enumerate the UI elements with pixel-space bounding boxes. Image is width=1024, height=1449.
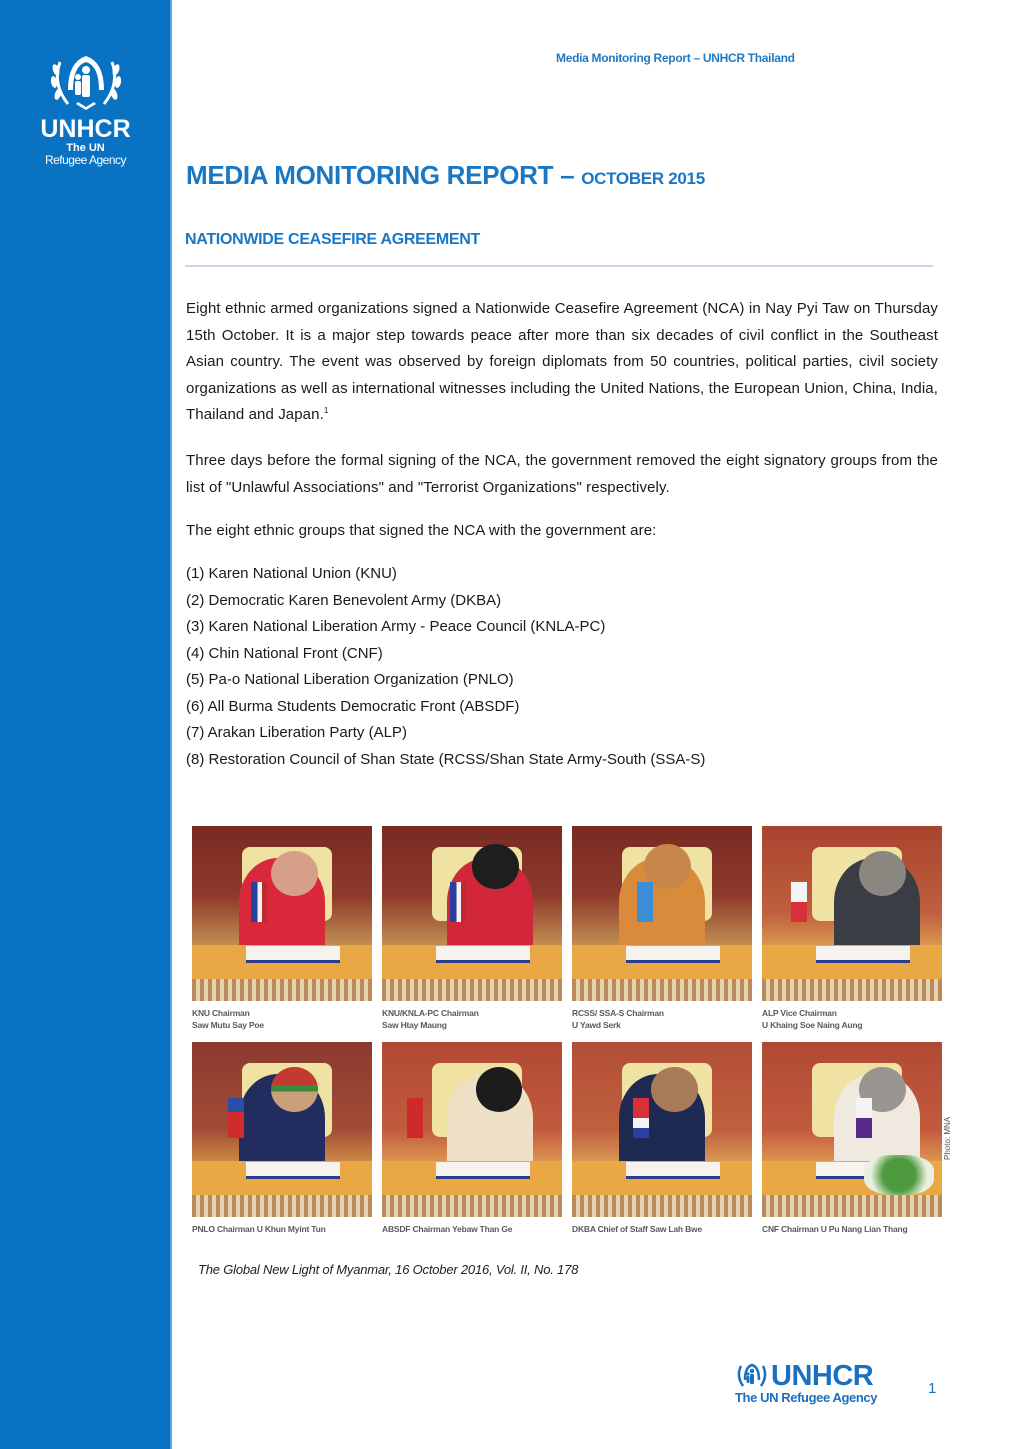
running-header: Media Monitoring Report – UNHCR Thailand	[556, 51, 795, 65]
photo-card	[382, 1042, 562, 1235]
logo-wordmark: UNHCR	[40, 115, 131, 143]
list-item: (1) Karen National Union (KNU)	[186, 565, 397, 582]
signing-photo-grid	[192, 826, 942, 1236]
photo-card	[192, 826, 372, 1031]
footer-tagline: The UN Refugee Agency	[735, 1390, 878, 1405]
unhcr-emblem-icon	[46, 50, 126, 114]
photo-card	[192, 1042, 372, 1235]
photo-credit: Photo: MNA	[943, 1116, 952, 1160]
paragraph-intro-text: Eight ethnic armed organizations signed a Nationwide Ceasefire Agreement (NCA) in Nay Pyi Taw on Thursday 15th October. It is a major step towards peace after more than six decades of civil conflict in the Southeast Asian country. The event was observed by foreign diplomats from 50 countries, political parties, civil society organizations as well as international witnesses including the United Nations, the European Union, China, India, Thailand and Japan.	[186, 300, 938, 423]
photo-caption	[572, 1007, 752, 1031]
section-divider	[185, 265, 933, 267]
photo-card	[382, 826, 562, 1031]
page-title	[186, 160, 705, 191]
signing-photo	[382, 1042, 562, 1217]
photo-caption	[192, 1007, 372, 1031]
list-item: (6) All Burma Students Democratic Front (ABSDF)	[186, 697, 520, 715]
caption-title: PNLO Chairman U Khun Myint Tun	[192, 1224, 326, 1234]
photo-caption	[762, 1007, 942, 1031]
list-item: (8) Restoration Council of Shan State (RCSS/Shan State Army-South (SSA-S)	[186, 750, 706, 768]
photo-card	[572, 826, 752, 1031]
source-citation: The Global New Light of Myanmar, 16 October 2016, Vol. II, No. 178	[198, 1262, 579, 1277]
signing-photo	[192, 826, 372, 1001]
caption-name: Saw Mutu Say Poe	[192, 1020, 264, 1030]
signing-photo	[382, 826, 562, 1001]
caption-title: KNU Chairman	[192, 1008, 250, 1018]
signing-photo	[572, 1042, 752, 1217]
photo-caption	[572, 1223, 752, 1235]
caption-name: U Yawd Serk	[572, 1020, 621, 1030]
list-item: (5) Pa-o National Liberation Organization (PNLO)	[186, 671, 514, 688]
photo-card	[762, 1042, 942, 1235]
photo-caption	[192, 1223, 372, 1235]
caption-name: U Khaing Soe Naing Aung	[762, 1020, 863, 1030]
list-item: (2) Democratic Karen Benevolent Army (DKBA)	[186, 591, 502, 609]
unhcr-emblem-icon	[735, 1362, 769, 1390]
footer-wordmark: UNHCR	[771, 1360, 874, 1392]
caption-title: CNF Chairman U Pu Nang Lian Thang	[762, 1224, 908, 1234]
signing-photo	[192, 1042, 372, 1217]
list-item: (7) Arakan Liberation Party (ALP)	[186, 724, 407, 741]
photo-caption	[382, 1223, 562, 1235]
photo-caption	[762, 1223, 942, 1235]
caption-title: RCSS/ SSA-S Chairman	[572, 1008, 664, 1018]
caption-title: KNU/KNLA-PC Chairman	[382, 1008, 479, 1018]
caption-title: ALP Vice Chairman	[762, 1008, 837, 1018]
list-item: (3) Karen National Liberation Army - Peace Council (KNLA-PC)	[186, 618, 606, 635]
logo-tagline-line2: Refugee Agency	[44, 153, 127, 167]
paragraph-delisting: Three days before the formal signing of the NCA, the government removed the eight signatory groups from the list of "Unlawful Associations" and "Terrorist Organizations" respectively.	[186, 452, 938, 496]
caption-title: ABSDF Chairman Yebaw Than Ge	[382, 1224, 513, 1234]
section-heading: NATIONWIDE CEASEFIRE AGREEMENT	[185, 231, 481, 248]
paragraph-list-intro: The eight ethnic groups that signed the NCA with the government are:	[186, 522, 657, 539]
photo-caption	[382, 1007, 562, 1031]
page-title-date: OCTOBER 2015	[581, 169, 705, 188]
photo-card	[572, 1042, 752, 1235]
logo-tagline-line1: The UN	[66, 142, 105, 154]
caption-title: DKBA Chief of Staff Saw Lah Bwe	[572, 1224, 702, 1234]
list-item: (4) Chin National Front (CNF)	[186, 644, 383, 662]
signing-photo	[762, 826, 942, 1001]
footnote-marker[interactable]: 1	[323, 406, 329, 415]
photo-card	[762, 826, 942, 1031]
footer-logo	[735, 1362, 877, 1405]
page-title-main: MEDIA MONITORING REPORT –	[186, 160, 582, 190]
page-number: 1	[928, 1380, 937, 1397]
unhcr-logo	[28, 50, 143, 167]
caption-name: Saw Htay Maung	[382, 1020, 447, 1030]
signing-photo	[572, 826, 752, 1001]
paragraph-intro	[186, 296, 938, 429]
signatory-list	[186, 561, 705, 773]
sidebar-band	[0, 0, 172, 1449]
signing-photo	[762, 1042, 942, 1217]
